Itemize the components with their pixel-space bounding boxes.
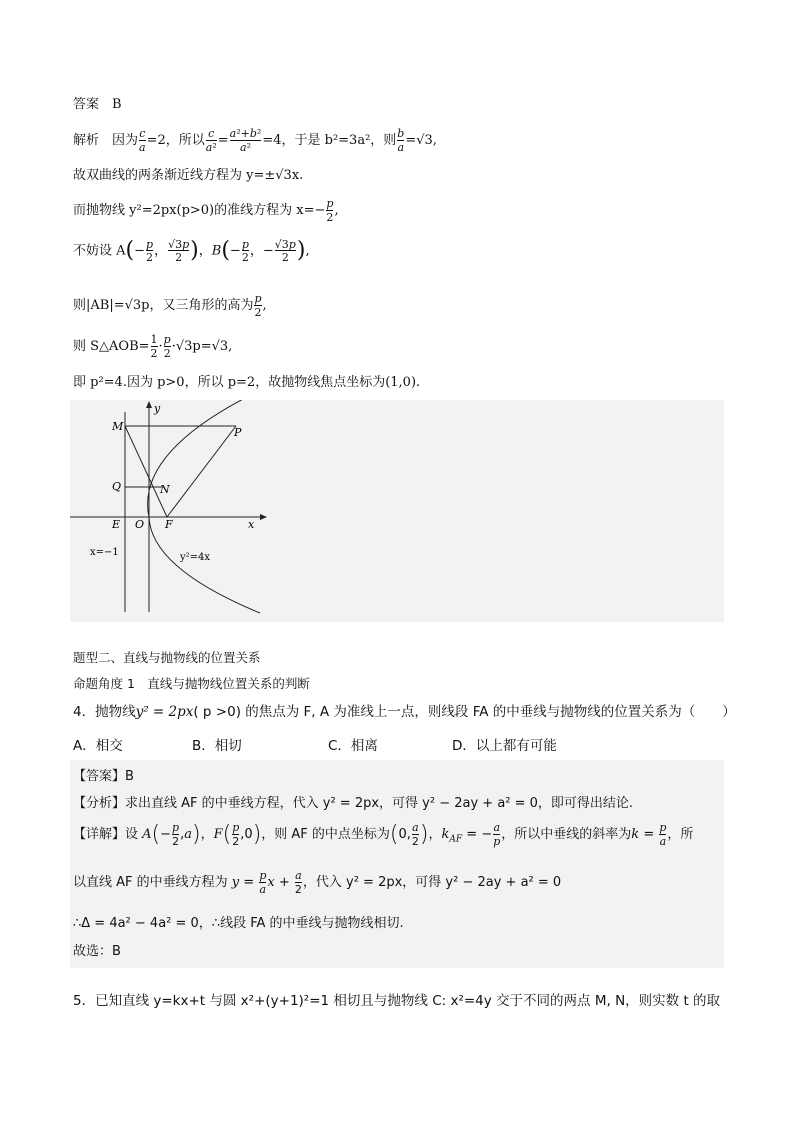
frac-p-over-2: $\frac{p}{2}$ xyxy=(326,197,334,224)
analysis-asymptote: 故双曲线的两条渐近线方程为 y=±√3x. xyxy=(73,168,304,183)
frac-b-over-a: $\frac{b}{a}$ xyxy=(397,127,405,154)
label-x: x xyxy=(248,518,255,531)
label-y: y xyxy=(154,402,161,415)
frac-c2-over-a2: $\frac{c}{\text{a²}}$ xyxy=(205,127,217,154)
q4-option-d[interactable]: D．以上都有可能 xyxy=(452,738,557,754)
detail2-b: ，代入 y² = 2px，可得 y² − 2ay + a² = 0 xyxy=(302,875,562,891)
area-label: 则 S△AOB= xyxy=(73,339,150,355)
label-M: M xyxy=(112,420,124,433)
label-curve: y²=4x xyxy=(180,552,211,563)
analysis-sqrt3: =√3, xyxy=(405,133,437,149)
area-end: ·√3p=√3, xyxy=(171,339,233,355)
y-axis-arrow xyxy=(146,401,152,408)
detail-c: ，所以中垂线的斜率为 xyxy=(501,827,632,843)
label-E: E xyxy=(112,518,121,531)
label-directrix: x=−1 xyxy=(90,547,119,558)
q5-stem: 5．已知直线 y=kx+t 与圆 x²+(y+1)²=1 相切且与抛物线 C: x²=4y 交于不同的两点 M, N，则实数 t 的取 xyxy=(73,993,721,1009)
analysis-assume: 不妨设 A(− $\frac{p}{2}$ ， $\frac{√3p}{2}$ )，B(− $\frac{p}{2}$ ，− $\frac{√3p}{2}$ ), xyxy=(73,237,310,265)
q4-stem-a: 4．抛物线 xyxy=(73,704,136,720)
q4-choice: 故选：B xyxy=(73,944,121,959)
detail2-a: 以直线 AF 的中垂线方程为 xyxy=(73,875,228,891)
q4-option-b[interactable]: B．相切 xyxy=(192,738,242,754)
label-N: N xyxy=(160,483,170,496)
parabola-curve xyxy=(148,400,265,613)
analysis-ab: 则|AB|=√3p，又三角形的高为 $\frac{p}{2}$ , xyxy=(73,292,267,319)
analysis-eq4: =4，于是 b²=3a²，则 xyxy=(262,133,397,149)
label-O: O xyxy=(135,518,145,531)
analysis-so: ，所以 xyxy=(165,133,205,149)
analysis-lead: 解析 因为 xyxy=(73,133,139,149)
detail-d: ，所 xyxy=(667,827,694,843)
q4-option-a[interactable]: A．相交 xyxy=(73,738,123,754)
q4-detail-2: 以直线 AF 的中垂线方程为 y = $\frac{p}{a}$ x + $\frac{a}{2}$ ，代入 y² = 2px，可得 y² − 2ay + a² = 0 xyxy=(73,869,562,896)
section-angle: 命题角度 1 直线与抛物线位置关系的判断 xyxy=(73,676,310,691)
q4-stem-c: ( p >0) 的焦点为 F, A 为准线上一点，则线段 FA 的中垂线与抛物线的位置关系为（ ） xyxy=(193,704,736,720)
label-Q: Q xyxy=(112,480,122,493)
parabola-diagram xyxy=(70,400,724,622)
parabola-directrix: 而抛物线 y²=2px(p>0)的准线方程为 x=− xyxy=(73,203,326,219)
q4-answer: 【答案】B xyxy=(73,769,134,784)
q4-detail-1: 【详解】设 A(− $\frac{p}{2}$ ,a)，F( $\frac{p}{2}$ ,0)，则 AF 的中点坐标为(0, $\frac{a}{2}$ )，$k_{AF}$ = − $\frac{a}{p}$ ，所以中垂线的斜率为k = $\frac{p}{a}$ ，所 xyxy=(73,821,694,848)
label-P: P xyxy=(234,426,242,439)
frac-c-over-a: $\frac{c}{a}$ xyxy=(139,127,146,154)
frac-a2b2-over-a2: $\frac{\text{a²+b²}}{\text{a²}}$ xyxy=(229,127,262,154)
analysis-line-1: 解析 因为 $\frac{c}{a}$ =2，所以 $\frac{c}{\text{a²}}$ = $\frac{\text{a²+b²}}{\text{a²}}$ =4，于是 b²=3a²，则 $\frac{b}{a}$ =√3, xyxy=(73,127,437,154)
label-F: F xyxy=(165,518,173,531)
analysis-conclusion: 即 p²=4.因为 p>0，所以 p=2，故抛物线焦点坐标为(1,0). xyxy=(73,375,421,390)
x-axis-arrow xyxy=(260,514,267,520)
ab-length: 则|AB|=√3p，又三角形的高为 xyxy=(73,298,254,314)
detail-a: 【详解】设 xyxy=(73,827,139,843)
section-title: 题型二、直线与抛物线的位置关系 xyxy=(73,650,261,665)
analysis-area: 则 S△AOB= $\frac{1}{2}$ · $\frac{p}{2}$ ·√3p=√3, xyxy=(73,333,233,360)
q4-option-c[interactable]: C．相离 xyxy=(328,738,378,754)
q4-stem xyxy=(73,704,736,720)
q4-delta: ∴Δ = 4a² − 4a² = 0，∴线段 FA 的中垂线与抛物线相切. xyxy=(73,916,404,931)
q4-stem-b: y² = 2px xyxy=(135,704,194,720)
parabola-figure xyxy=(70,400,724,622)
detail-b: ，则 AF 的中点坐标为 xyxy=(261,827,390,843)
segment-PF xyxy=(167,426,236,517)
prev-answer: 答案 B xyxy=(73,97,122,112)
segment-MF xyxy=(125,426,167,517)
assume-label: 不妨设 A xyxy=(73,243,126,259)
q4-analysis: 【分析】求出直线 AF 的中垂线方程，代入 y² = 2px，可得 y² − 2ay + a² = 0，即可得出结论. xyxy=(73,796,634,811)
analysis-parabola: 而抛物线 y²=2px(p>0)的准线方程为 x=− $\frac{p}{2}$ , xyxy=(73,197,339,224)
